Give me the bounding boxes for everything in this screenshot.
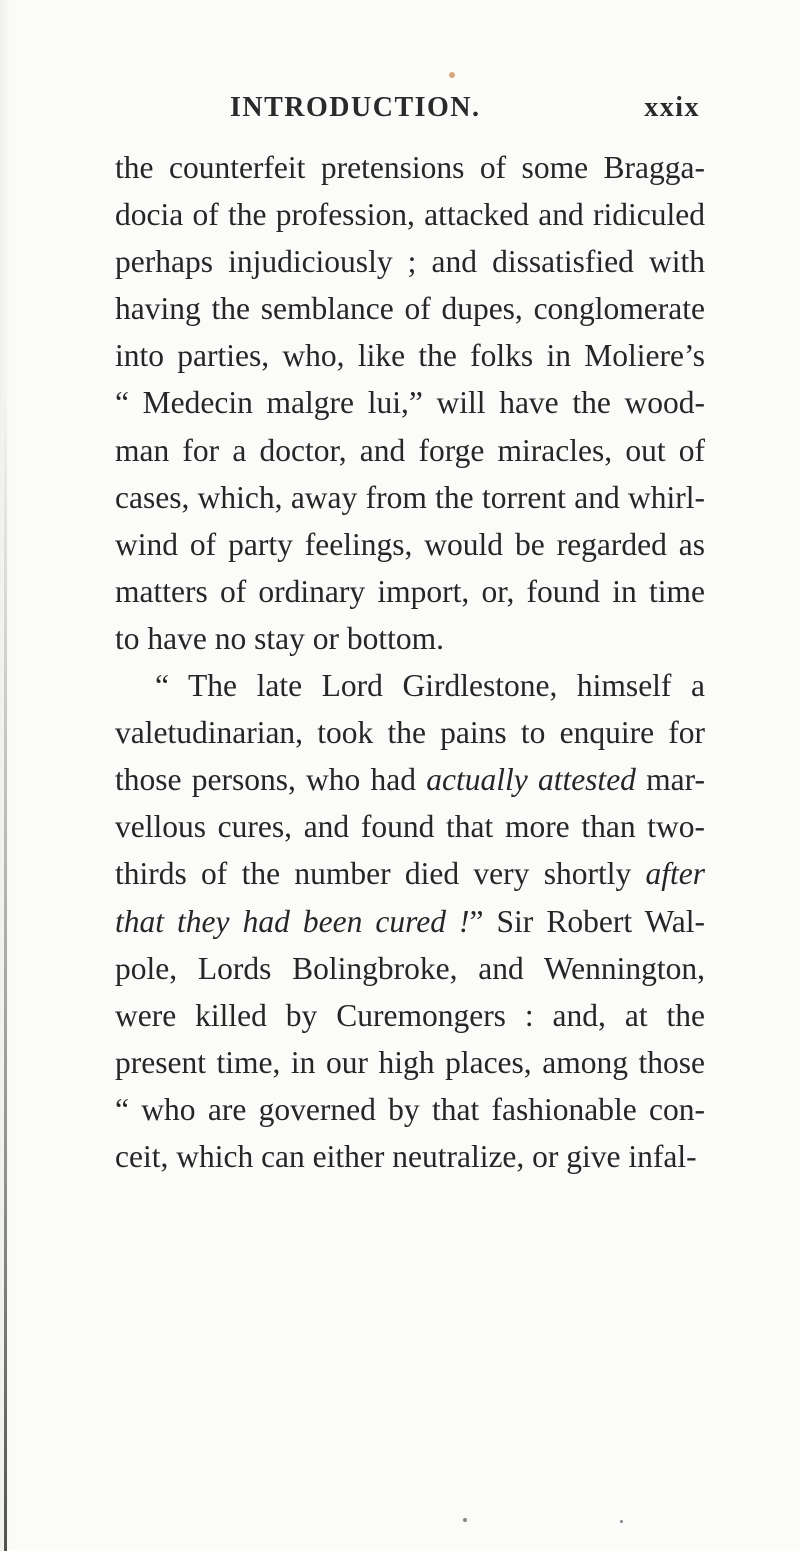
text-line <box>115 191 705 238</box>
italic-text: that they had been cured ! <box>115 903 470 939</box>
text-segment: “ The late Lord Girdlestone, himself a <box>155 668 705 704</box>
body-text <box>115 144 705 1180</box>
text-segment: ” Sir Robert Wal- <box>469 903 705 939</box>
binding-edge-shadow <box>4 380 7 1551</box>
text-line <box>115 332 705 379</box>
text-segment: present time, in our high places, among those <box>115 1044 705 1080</box>
text-segment: were killed by Curemongers : and, at the <box>115 997 705 1033</box>
text-line <box>115 992 705 1039</box>
text-segment: mar- <box>635 762 705 798</box>
text-segment: docia of the profession, attacked and ridiculed <box>115 197 705 233</box>
page-number: xxix <box>644 92 700 123</box>
text-segment: “ who are governed by that fashionable con- <box>115 1091 705 1127</box>
text-segment: to have no stay or bottom. <box>115 620 444 656</box>
text-line <box>115 1133 705 1180</box>
text-line <box>115 568 705 615</box>
text-line <box>115 238 705 285</box>
text-segment: valetudinarian, took the pains to enquire for <box>115 715 705 751</box>
paper-speck <box>449 72 455 78</box>
text-segment: pole, Lords Bolingbroke, and Wennington, <box>115 950 705 986</box>
paper-speck <box>620 1520 623 1523</box>
text-line <box>115 144 705 191</box>
running-head <box>230 92 700 132</box>
text-segment: ceit, which can either neutralize, or give infal- <box>115 1138 697 1174</box>
paper-speck <box>463 1518 467 1522</box>
text-line <box>115 850 705 897</box>
running-head-title: INTRODUCTION. <box>230 92 481 123</box>
text-segment: thirds of the number died very shortly <box>115 856 646 892</box>
text-segment: matters of ordinary import, or, found in time <box>115 573 705 609</box>
text-segment: man for a doctor, and forge miracles, out of <box>115 432 705 468</box>
text-line <box>115 709 705 756</box>
text-segment: having the semblance of dupes, conglomerate <box>115 291 705 327</box>
text-segment: “ Medecin malgre lui,” will have the wood- <box>115 385 705 421</box>
text-line <box>115 285 705 332</box>
text-line <box>115 379 705 426</box>
text-line <box>115 615 705 662</box>
italic-text: actually attested <box>426 762 636 798</box>
text-line <box>115 521 705 568</box>
text-segment: wind of party feelings, would be regarded as <box>115 526 705 562</box>
text-line <box>115 474 705 521</box>
text-segment: vellous cures, and found that more than two- <box>115 809 705 845</box>
text-line <box>115 662 705 709</box>
text-segment: perhaps injudiciously ; and dissatisfied with <box>115 244 705 280</box>
text-line <box>115 1039 705 1086</box>
text-segment: cases, which, away from the torrent and whirl- <box>115 479 705 515</box>
text-line <box>115 1086 705 1133</box>
text-segment: the counterfeit pretensions of some Bragga- <box>115 150 705 185</box>
text-line <box>115 945 705 992</box>
text-line <box>115 427 705 474</box>
text-segment: into parties, who, like the folks in Moliere’s <box>115 338 705 374</box>
text-segment: those persons, who had <box>115 762 427 798</box>
text-line <box>115 898 705 945</box>
italic-text: after <box>645 856 705 892</box>
text-line <box>115 803 705 850</box>
text-line <box>115 756 705 803</box>
